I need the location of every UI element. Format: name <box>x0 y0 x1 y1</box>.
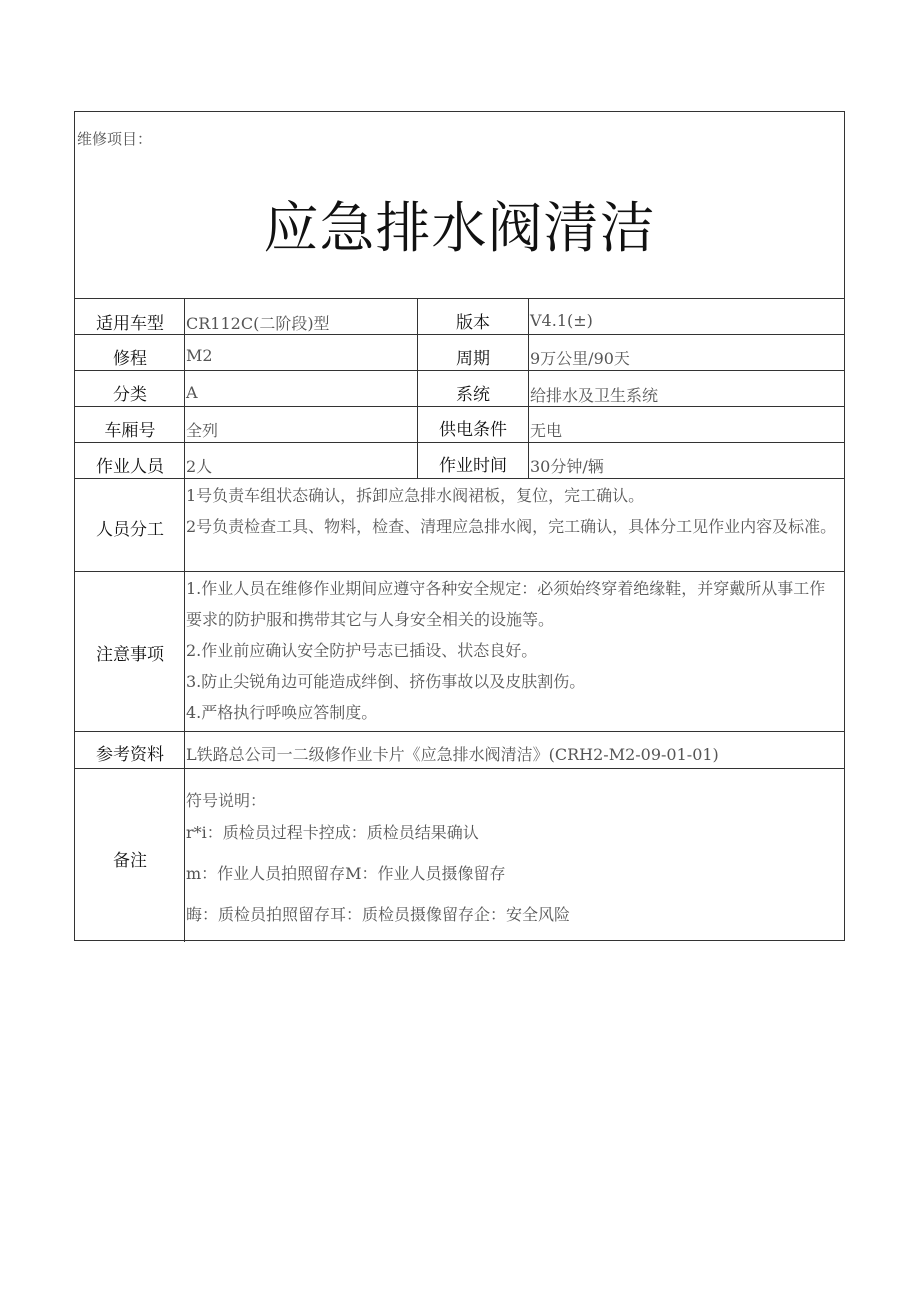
notes-label: 注意事项 <box>96 645 164 665</box>
car-number-value: 全列 <box>186 421 219 440</box>
cycle-label: 周期 <box>456 349 490 369</box>
row-divider <box>75 370 844 371</box>
division-line-2: 2号负责检查工具、物料，检查、清理应急排水阀，完工确认，具体分工见作业内容及标准。 <box>186 517 837 536</box>
row-divider <box>75 571 844 572</box>
vehicle-type-value: CR112C(二阶段)型 <box>186 314 330 333</box>
row-divider <box>75 298 844 299</box>
division-line-1: 1号负责车组状态确认，拆卸应急排水阀裙板，复位，完工确认。 <box>186 486 645 505</box>
cycle-value: 9万公里/90天 <box>530 349 630 368</box>
version-label: 版本 <box>456 313 490 333</box>
power-condition-value: 无电 <box>530 421 563 440</box>
repair-level-value: M2 <box>186 346 213 365</box>
power-condition-label: 供电条件 <box>439 420 507 440</box>
category-label: 分类 <box>113 385 147 405</box>
symbol-legend-line-2: m：作业人员拍照留存M：作业人员摄像留存 <box>186 864 506 883</box>
symbol-legend-line-3: 晦：质检员拍照留存耳：质检员摄像留存企：安全风险 <box>186 905 571 924</box>
version-value: V4.1(±) <box>530 311 593 330</box>
note-line-2: 2.作业前应确认安全防护号志已插设、状态良好。 <box>186 641 538 660</box>
notes-text <box>186 573 841 728</box>
symbol-legend-title: 符号说明： <box>186 791 267 810</box>
remarks-label: 备注 <box>113 851 147 871</box>
car-number-label: 车厢号 <box>104 421 156 441</box>
page-title: 应急排水阀清洁 <box>263 196 656 260</box>
column-divider <box>528 298 529 478</box>
row-divider <box>75 442 844 443</box>
system-value: 给排水及卫生系统 <box>530 386 659 405</box>
project-label: 维修项目： <box>77 130 153 148</box>
maintenance-card-table <box>74 111 845 941</box>
work-time-value: 30分钟/辆 <box>530 457 604 476</box>
vehicle-type-label: 适用车型 <box>96 314 164 334</box>
note-line-4: 4.严格执行呼唤应答制度。 <box>186 703 378 722</box>
reference-label: 参考资料 <box>96 745 164 765</box>
division-text <box>186 480 841 542</box>
row-divider <box>75 768 844 769</box>
row-divider <box>75 334 844 335</box>
note-line-1: 1.作业人员在维修作业期间应遵守各种安全规定：必须始终穿着绝缘鞋，并穿戴所从事工作要求的防护服和携带其它与人身安全相关的设施等。 <box>186 579 826 629</box>
work-time-label: 作业时间 <box>439 456 507 476</box>
staff-label: 作业人员 <box>96 457 164 477</box>
symbol-legend-line-1: r*i：质检员过程卡控成：质检员结果确认 <box>186 823 479 842</box>
division-label: 人员分工 <box>96 520 164 540</box>
row-divider <box>75 406 844 407</box>
repair-level-label: 修程 <box>113 349 147 369</box>
note-line-3: 3.防止尖锐角边可能造成绊倒、挤伤事故以及皮肤割伤。 <box>186 672 586 691</box>
category-value: A <box>186 383 198 402</box>
staff-value: 2人 <box>186 457 213 476</box>
reference-value: L铁路总公司一二级修作业卡片《应急排水阀清洁》(CRH2-M2-09-01-01) <box>186 745 719 764</box>
row-divider <box>75 478 844 479</box>
row-divider <box>75 731 844 732</box>
system-label: 系统 <box>456 385 490 405</box>
